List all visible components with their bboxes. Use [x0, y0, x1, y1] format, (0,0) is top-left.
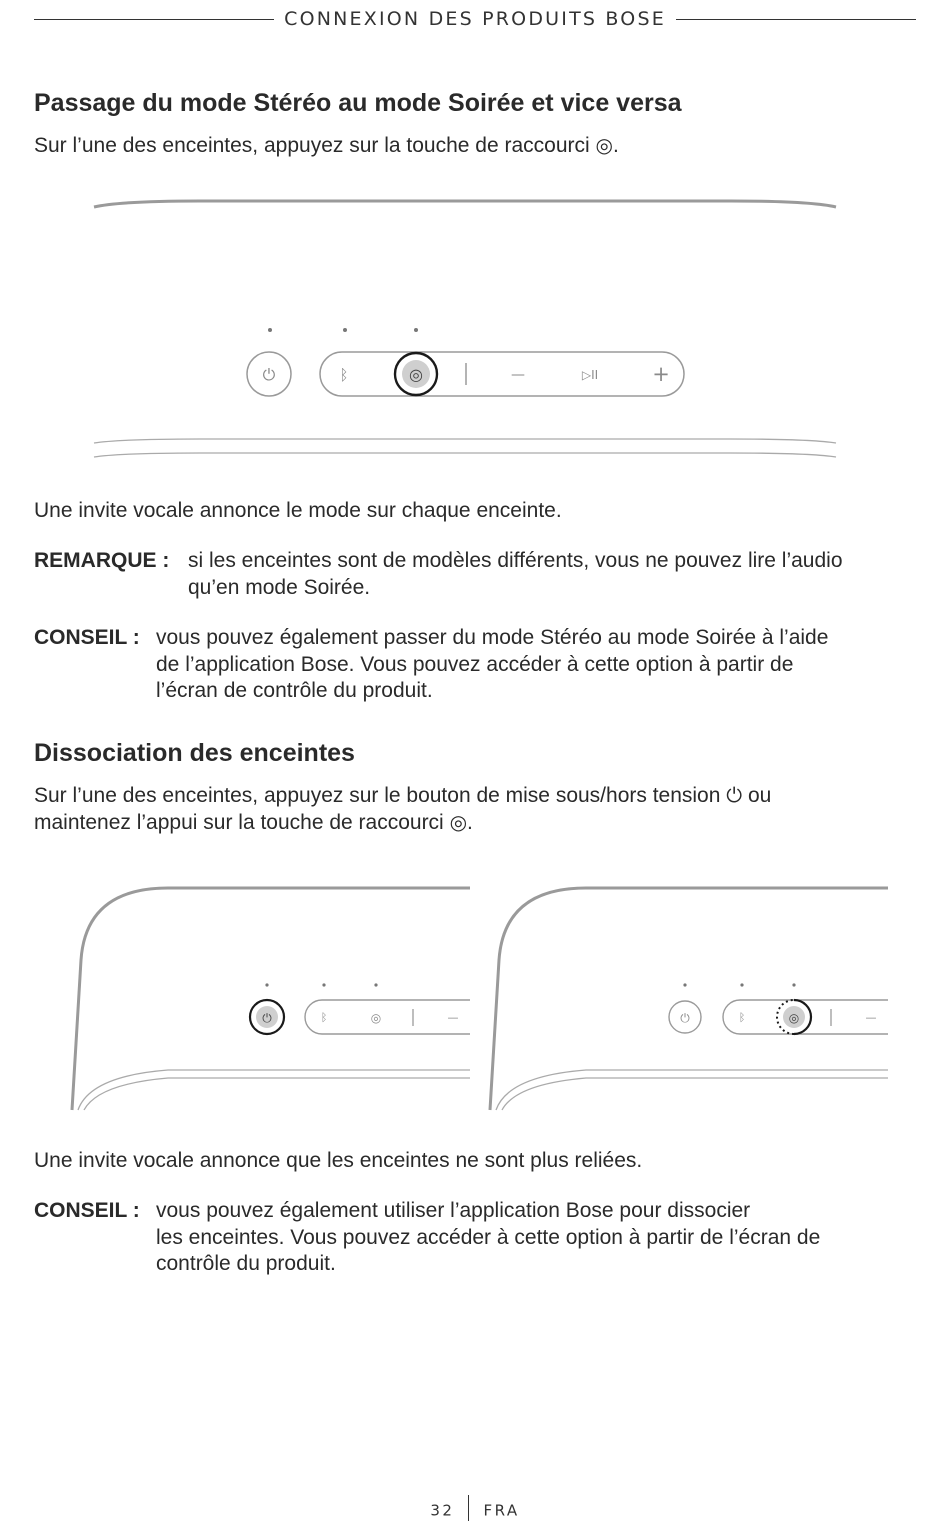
language-code: FRA: [483, 1501, 520, 1520]
power-button: [247, 352, 291, 396]
conseil-line: vous pouvez également utiliser l’application Bose pour dissocier: [156, 1199, 751, 1222]
speaker-control-panel-figure: [80, 195, 850, 470]
conseil-text: [156, 1198, 820, 1278]
conseil-note-2: [34, 1198, 914, 1278]
remarque-note: [34, 548, 914, 601]
section2-instruction-line: Sur l’une des enceintes, appuyez sur le bouton de mise sous/hors tension: [34, 784, 721, 807]
power-icon: ⏻: [680, 1011, 690, 1025]
remarque-text: [188, 548, 843, 601]
conseil-label: CONSEIL :: [34, 1199, 140, 1222]
section1-instruction-end: .: [612, 134, 619, 157]
volume-up-icon: +: [652, 362, 670, 386]
section1-after-figure: Une invite vocale annonce le mode sur chaque enceinte.: [34, 499, 562, 522]
shortcut-icon: ◎: [788, 1011, 800, 1025]
power-icon: ⏻: [262, 365, 276, 384]
section1-instruction-text: Sur l’une des enceintes, appuyez sur la touche de raccourci: [34, 134, 590, 157]
conseil-label: CONSEIL :: [34, 626, 140, 649]
section-title-stereo-soiree: Passage du mode Stéréo au mode Soirée et vice versa: [34, 89, 682, 117]
shortcut-button-highlighted: [395, 353, 437, 395]
header-title: CONNEXION DES PRODUITS BOSE: [284, 8, 666, 30]
power-button: [669, 1001, 701, 1033]
section2-instruction-line: maintenez l’appui sur la touche de raccourci: [34, 811, 444, 834]
conseil-note-1: [34, 625, 914, 705]
section1-instruction: [34, 132, 619, 159]
volume-down-icon: —: [447, 1011, 459, 1024]
shortcut-icon: ◎: [370, 1011, 382, 1025]
remarque-line: si les enceintes sont de modèles différents, vous ne pouvez lire l’audio: [188, 549, 843, 572]
remarque-label: REMARQUE :: [34, 549, 170, 572]
section2-instruction-end: .: [467, 811, 473, 834]
shortcut-icon: ◎: [595, 133, 613, 157]
page-number: 32: [430, 1501, 455, 1520]
bluetooth-icon: ᛒ: [738, 1011, 746, 1024]
play-pause-icon: ▷II: [581, 368, 599, 382]
section2-after-figure: Une invite vocale annonce que les enceintes ne sont plus reliées.: [34, 1149, 643, 1172]
speaker-figure-power-press: [68, 880, 473, 1115]
volume-down-icon: —: [511, 367, 525, 383]
shortcut-button-held: [777, 1000, 811, 1034]
conseil-line: de l’application Bose. Vous pouvez accéder à cette option à partir de: [156, 652, 794, 676]
footer-separator: [468, 1495, 469, 1521]
section2-instruction: [34, 782, 924, 836]
power-button-highlighted: [250, 1000, 284, 1034]
shortcut-icon: ◎: [409, 365, 423, 384]
bluetooth-icon: ᛒ: [320, 1011, 328, 1024]
header-rule-right: [676, 19, 916, 20]
volume-down-icon: —: [865, 1011, 877, 1024]
page-footer: [0, 1498, 950, 1524]
conseil-line: les enceintes. Vous pouvez accéder à cette option à partir de l’écran de: [156, 1225, 821, 1249]
power-icon: ⏻: [726, 783, 743, 807]
section-title-dissociation: Dissociation des enceintes: [34, 739, 355, 767]
button-strip: [320, 352, 684, 396]
section2-instruction-or: ou: [747, 784, 772, 807]
header-rule-left: [34, 19, 274, 20]
bluetooth-icon: ᛒ: [339, 366, 349, 384]
page-header: [34, 0, 916, 38]
remarque-line: qu’en mode Soirée.: [188, 575, 371, 599]
conseil-line: l’écran de contrôle du produit.: [156, 679, 433, 702]
conseil-text: [156, 625, 828, 705]
speaker-figure-shortcut-hold: [486, 880, 891, 1115]
shortcut-icon: ◎: [449, 810, 468, 834]
conseil-line: vous pouvez également passer du mode Stéréo au mode Soirée à l’aide: [156, 626, 829, 649]
conseil-line: contrôle du produit.: [156, 1252, 336, 1275]
power-icon: ⏻: [262, 1011, 272, 1025]
